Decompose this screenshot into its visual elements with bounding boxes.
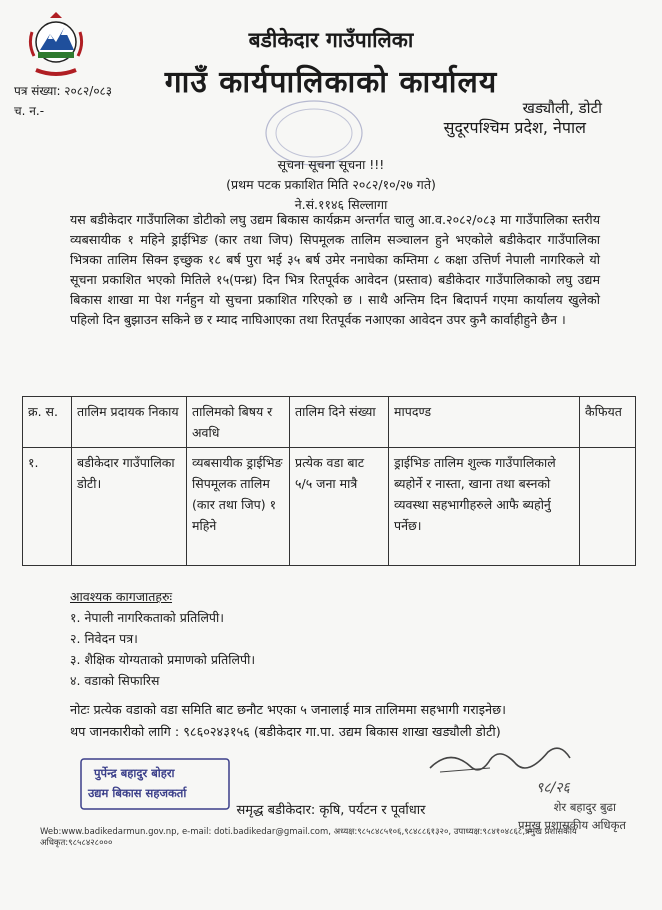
notice-title: सूचना सूचना सूचना !!! xyxy=(277,157,385,172)
table-header: कैफियत xyxy=(580,397,636,448)
list-item: १. नेपाली नागरिकताको प्रतिलिपी। xyxy=(70,610,225,625)
dispatch-number: च. न.- xyxy=(14,104,45,118)
table-header: मापदण्ड xyxy=(389,397,580,448)
nepal-sambat-date: ने.सं.११४६ सिल्लागा xyxy=(294,197,388,212)
list-item: ३. शैक्षिक योग्यताको प्रमाणको प्रतिलिपी। xyxy=(70,652,256,667)
signatory-title: प्रमुख प्रशासकीय अधिकृत xyxy=(518,818,626,832)
address-line-2: सुदूरपश्चिम प्रदेश, नेपाल xyxy=(443,118,586,137)
footer-contact: Web:www.badikedarmun.gov.np, e-mail: doti.badikedar@gmail.com, अध्यक्ष:९८५८४८५१०६,९८४८८६१३२०, उपाध्यक्ष:९८४१०४८६८,प्रमुख प्रशासकीय अधिकृत:९८५८४२८००० xyxy=(40,827,577,848)
list-item: २. निवेदन पत्र। xyxy=(70,631,138,646)
table-cell: व्यबसायीक ड्राईभिङ सिपमूलक तालिम (कार तथा जिप) १ महिने xyxy=(187,448,290,566)
stamp-name: पुर्पेन्द्र बहादुर बोहरा xyxy=(94,766,175,780)
note-contact: थप जानकारीको लागि : ९८६०२४३१५६ (बडीकेदार गा.पा. उद्यम बिकास शाखा खड्यौली डोटी) xyxy=(70,725,501,740)
note-selection: नोटः प्रत्येक वडाको वडा समिति बाट छनौट भएका ५ जनालाई मात्र तालिममा सहभागी गराइनेछ। xyxy=(70,703,506,718)
table-cell: प्रत्येक वडा बाट ५/५ जना मात्रै xyxy=(290,448,389,566)
notice-body: यस बडीकेदार गाउँपालिका डोटीको लघु उद्यम बिकास कार्यक्रम अन्तर्गत चालु आ.व.२०८२/०८३ मा गाउँपालिका स्तरीय व्यबसायीक १ महिने ड्राईभिङ (कार तथा जिप) सिपमूलक तालिम सञ्चालन हुने भएकोले बडीकेदार गाउँपालिका भित्रका तालिम सिक्न इच्छुक १८ बर्ष पुरा भई ३५ बर्ष उमेर ननाघेका कम्तिमा ८ कक्षा उत्तिर्ण नेपाली नागरिकले यो सूचना प्रकाशित भएको मितिले १५(पन्ध्र) दिन भित्र रितपूर्वक आवेदन (प्रस्ताव) बडीकेदार गाउँपालिकाको लघु उद्यम बिकास शाखा मा पेश गर्नहुन यो सुचना प्रकाशित गरिएको छ । साथै अन्तिम दिन बिदापर्न गएमा कार्यालय खुलेको पहिलो दिन बुझाउन सकिने छ र म्याद नाघिआएका तथा रितपूर्वक नआएका आवेदन उपर कुनै कार्वाहीहुने छैन । xyxy=(70,212,600,327)
motto: समृद्ध बडीकेदार: कृषि, पर्यटन र पूर्वाधार xyxy=(236,803,426,818)
table-header: तालिम प्रदायक निकाय xyxy=(72,397,187,448)
table-header-row xyxy=(23,397,636,448)
training-table xyxy=(22,396,636,566)
table-cell: बडीकेदार गाउँपालिका डोटी। xyxy=(72,448,187,566)
list-item: ४. वडाको सिफारिस xyxy=(70,673,160,688)
organization-name: बडीकेदार गाउँपालिका xyxy=(248,28,414,52)
table-cell: १. xyxy=(23,448,72,566)
stamp-title: उद्यम बिकास सहजकर्ता xyxy=(88,786,187,800)
table-header: तालिमको बिषय र अवधि xyxy=(187,397,290,448)
signatory-name: शेर बहादुर बुढा xyxy=(553,800,616,814)
documents-heading: आवश्यक कागजातहरुः xyxy=(70,589,173,604)
table-cell: ड्राईभिङ तालिम शुल्क गाउँपालिकाले ब्यहोर्ने र नास्ता, खाना तथा बस्नको व्यवस्था सहभागीहरुले आफै ब्यहोर्नु पर्नेछ। xyxy=(389,448,580,566)
required-documents xyxy=(70,586,255,691)
office-name: गाउँ कार्यपालिकाको कार्यालय xyxy=(164,65,498,100)
table-header: क्र. स. xyxy=(23,397,72,448)
publish-date: (प्रथम पटक प्रकाशित मिति २०८२/१०/२७ गते) xyxy=(226,177,436,192)
table-row xyxy=(23,448,636,566)
signature-date: ९८/२६ xyxy=(536,780,570,796)
letter-number: पत्र संख्या: २०८२/०८३ xyxy=(14,84,113,98)
address-line-1: खड्यौली, डोटी xyxy=(522,99,602,117)
table-header: तालिम दिने संख्या xyxy=(290,397,389,448)
table-cell xyxy=(580,448,636,566)
